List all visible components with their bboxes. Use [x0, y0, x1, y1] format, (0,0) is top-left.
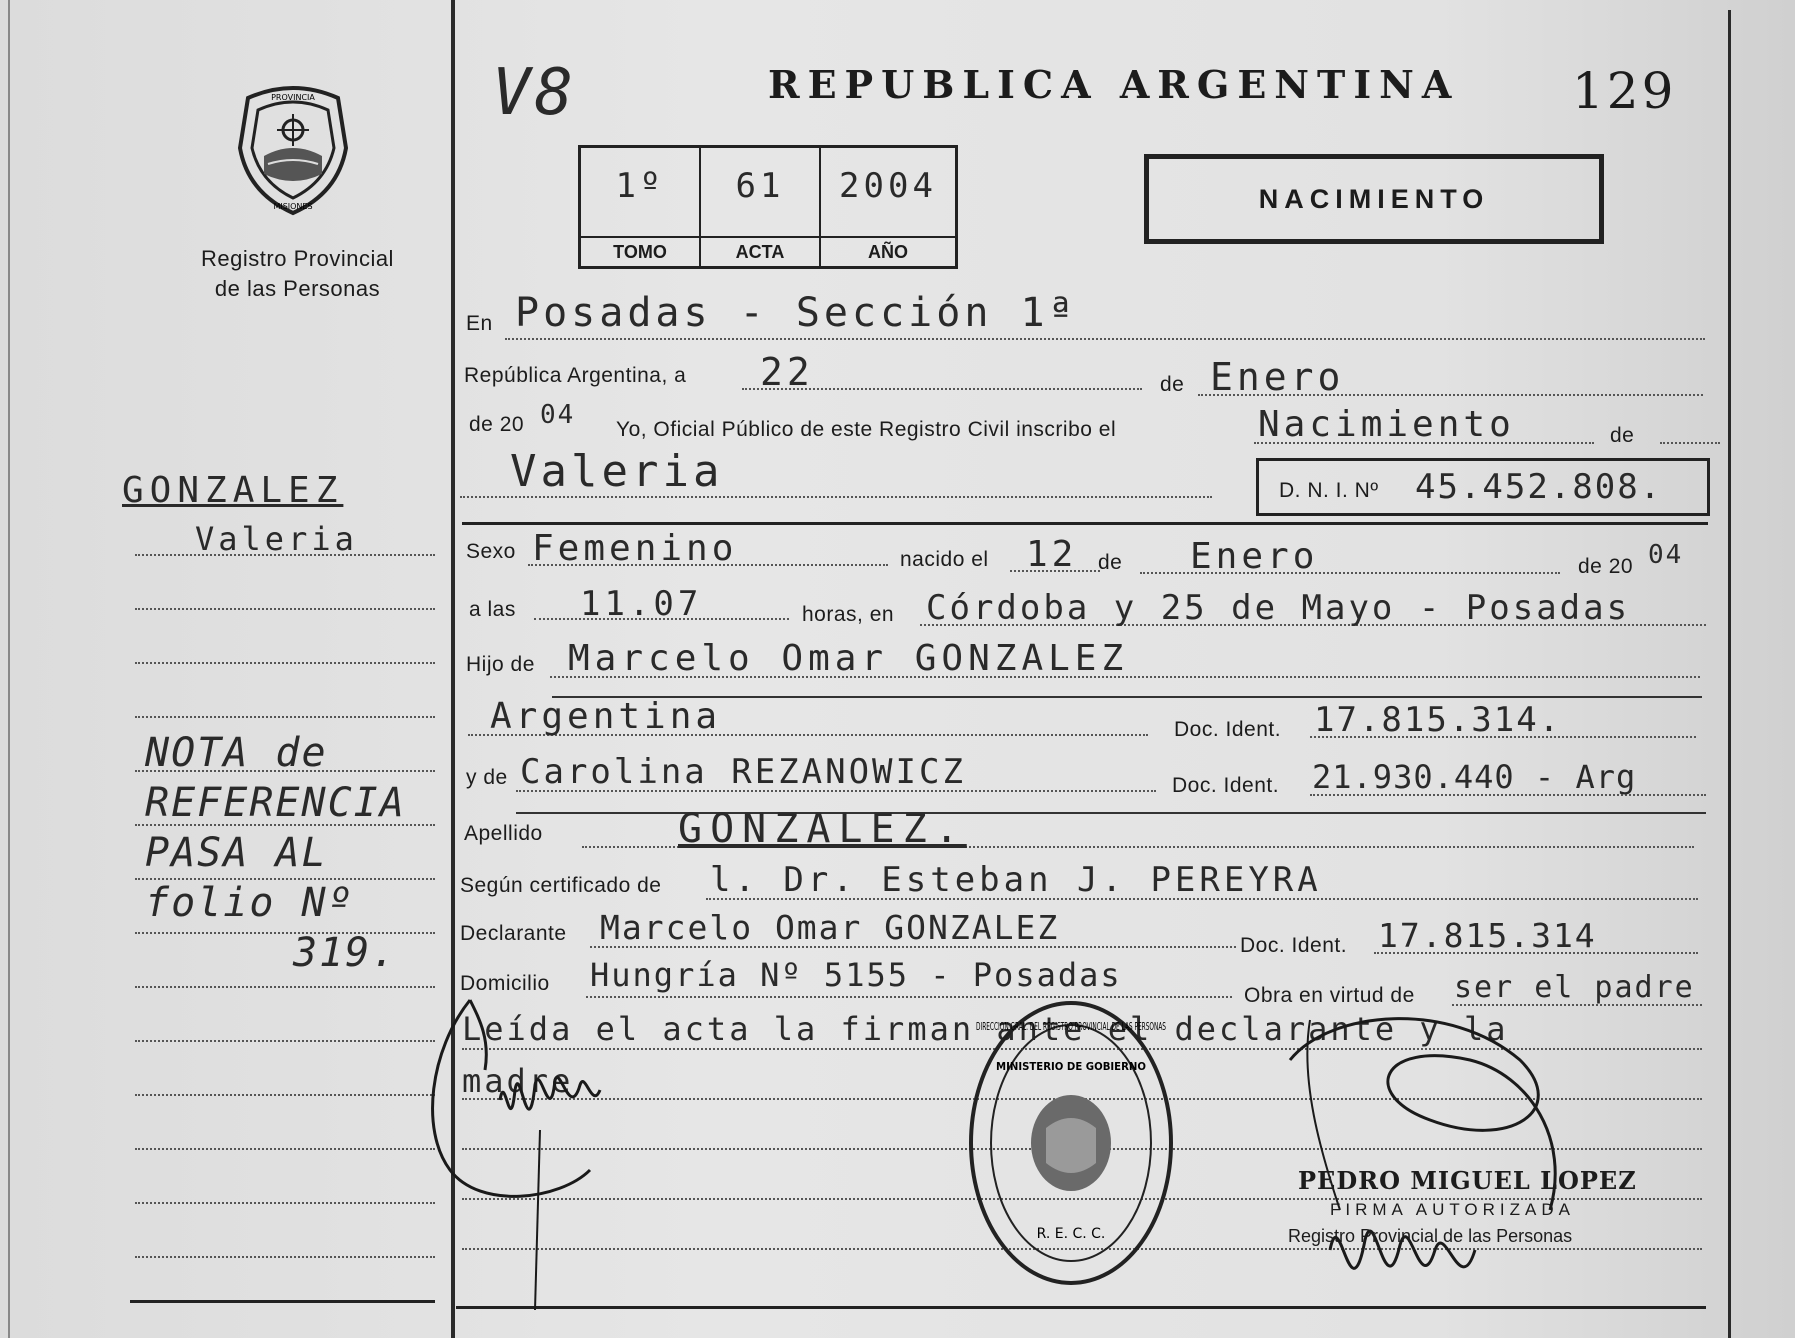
- margin-note-line: REFERENCIA: [145, 780, 406, 826]
- official-registry-stamp-icon: [966, 998, 1176, 1288]
- certificate-type-box: [1144, 154, 1604, 244]
- margin-line: [135, 1202, 435, 1204]
- apellido-value: GONZALEZ.: [678, 806, 967, 852]
- misiones-coat-of-arms-icon: [228, 78, 358, 218]
- birth-year-prefix: de 20: [1578, 555, 1634, 578]
- folio-mark: V8: [492, 56, 578, 130]
- de-label-2: de: [1610, 424, 1635, 447]
- mother-name: Carolina REZANOWICZ: [520, 752, 966, 792]
- margin-line: [135, 1148, 435, 1150]
- doc-ident-label-2: Doc. Ident.: [1172, 774, 1280, 797]
- hour-value: 11.07: [580, 584, 703, 624]
- margin-note-line: 319.: [293, 930, 398, 976]
- margin-surname: GONZALEZ: [122, 470, 344, 511]
- stamp-inner-text: MINISTERIO DE GOBIERNO: [996, 1060, 1146, 1073]
- margin-note-line: PASA AL: [145, 830, 328, 876]
- registry-name-line1: Registro Provincial: [201, 246, 394, 271]
- margin-line: [135, 1040, 435, 1042]
- obra-label: Obra en virtud de: [1244, 984, 1415, 1007]
- right-border-line: [1728, 10, 1731, 1338]
- acta-label: ACTA: [701, 236, 819, 266]
- declarant-signature-icon: [410, 980, 690, 1320]
- margin-note-line: folio Nº: [145, 880, 354, 926]
- dni-value: 45.452.808.: [1415, 467, 1663, 507]
- year-suffix: 04: [540, 400, 576, 430]
- father-separator: [552, 696, 1702, 698]
- event-value: Nacimiento: [1258, 404, 1515, 445]
- birth-de-label: de: [1098, 551, 1123, 574]
- margin-line: [135, 662, 435, 664]
- de-label: de: [1160, 373, 1185, 396]
- apellido-label: Apellido: [464, 822, 543, 845]
- official-name: PEDRO MIGUEL LOPEZ: [1298, 1166, 1637, 1195]
- margin-bottom-line: [130, 1300, 435, 1303]
- domicilio-label: Domicilio: [460, 972, 550, 995]
- birth-month: Enero: [1190, 536, 1319, 577]
- margin-line: [135, 716, 435, 718]
- obra-value: ser el padre: [1454, 970, 1695, 1005]
- record-number-box: [578, 145, 958, 269]
- place-line: [505, 338, 1705, 340]
- place-value: Posadas - Sección 1ª: [515, 290, 1077, 336]
- margin-line: [135, 608, 435, 610]
- father-name: Marcelo Omar GONZALEZ: [568, 638, 1129, 679]
- en-label: En: [466, 312, 493, 335]
- hijo-label: Hijo de: [466, 653, 535, 676]
- note-line-2: madre: [462, 1062, 574, 1100]
- seal-top-text: PROVINCIA: [271, 93, 315, 102]
- official-role: FIRMA AUTORIZADA: [1330, 1200, 1575, 1219]
- stamp-bottom-text: R. E. C. C.: [1036, 1226, 1106, 1242]
- nacido-label: nacido el: [900, 548, 989, 571]
- registry-name: [160, 244, 435, 304]
- certificate-type: NACIMIENTO: [1258, 184, 1490, 214]
- father-doc: 17.815.314.: [1314, 700, 1562, 740]
- horas-label: horas, en: [802, 603, 895, 626]
- declarante-label: Declarante: [460, 922, 567, 945]
- birth-day: 12: [1026, 534, 1078, 575]
- month-value: Enero: [1210, 355, 1345, 399]
- official-text: Yo, Oficial Público de este Registro Civil inscribo el: [616, 418, 1117, 441]
- page-number: 129: [1572, 62, 1677, 120]
- tomo-label: TOMO: [581, 236, 699, 266]
- acta-cell: [701, 148, 821, 266]
- sexo-value: Femenino: [532, 528, 738, 569]
- margin-line: [135, 1256, 435, 1258]
- certificado-label: Según certificado de: [460, 874, 662, 897]
- event-tail-line: [1660, 442, 1720, 444]
- mother-doc: 21.930.440 - Arg: [1312, 758, 1637, 796]
- margin-note-line: NOTA de: [145, 730, 328, 776]
- sexo-label: Sexo: [466, 540, 516, 563]
- margin-given-name: Valeria: [195, 520, 358, 558]
- dni-box: [1256, 458, 1710, 516]
- section-separator: [462, 522, 1708, 525]
- note-line-1: Leída el acta la firman ante el declarante y la: [462, 1010, 1509, 1048]
- child-name: Valeria: [510, 446, 724, 497]
- left-edge-line: [8, 0, 10, 1338]
- tomo-cell: [581, 148, 701, 266]
- country-title: REPUBLICA ARGENTINA: [768, 62, 1460, 107]
- anio-label: AÑO: [821, 236, 955, 266]
- margin-line: [135, 986, 435, 988]
- official-registry: Registro Provincial de las Personas: [1288, 1226, 1573, 1246]
- registry-name-line2: de las Personas: [214, 276, 381, 301]
- anio-cell: [821, 148, 955, 266]
- birth-place: Córdoba y 25 de Mayo - Posadas: [926, 588, 1631, 628]
- doc-ident-label-1: Doc. Ident.: [1174, 718, 1282, 741]
- doc-ident-label-3: Doc. Ident.: [1240, 934, 1348, 957]
- father-nationality: Argentina: [490, 696, 722, 737]
- dni-label: D. N. I. Nº: [1279, 479, 1379, 502]
- a-las-label: a las: [469, 598, 516, 621]
- certificado-value: l. Dr. Esteban J. PEREYRA: [710, 860, 1322, 900]
- anio-value: 2004: [839, 166, 937, 206]
- margin-reference-note: [145, 728, 406, 978]
- republica-label: República Argentina, a: [464, 364, 687, 387]
- year-prefix: de 20: [469, 413, 525, 436]
- tomo-value: 1º: [615, 166, 665, 206]
- seal-bottom-text: MISIONES: [273, 202, 313, 211]
- declarante-doc: 17.815.314: [1378, 916, 1597, 955]
- acta-value: 61: [735, 166, 785, 206]
- y-de-label: y de: [466, 766, 508, 789]
- day-value: 22: [760, 350, 814, 394]
- declarante-value: Marcelo Omar GONZALEZ: [600, 908, 1060, 947]
- domicilio-value: Hungría Nº 5155 - Posadas: [590, 956, 1122, 994]
- birth-year-suffix: 04: [1648, 540, 1684, 570]
- official-signature-icon: [1270, 1000, 1610, 1330]
- stamp-ring-text: DIRECCION GRAL. DEL REGISTRO PROVINCIAL DE LAS PERSONAS: [976, 1020, 1167, 1033]
- margin-line: [135, 1094, 435, 1096]
